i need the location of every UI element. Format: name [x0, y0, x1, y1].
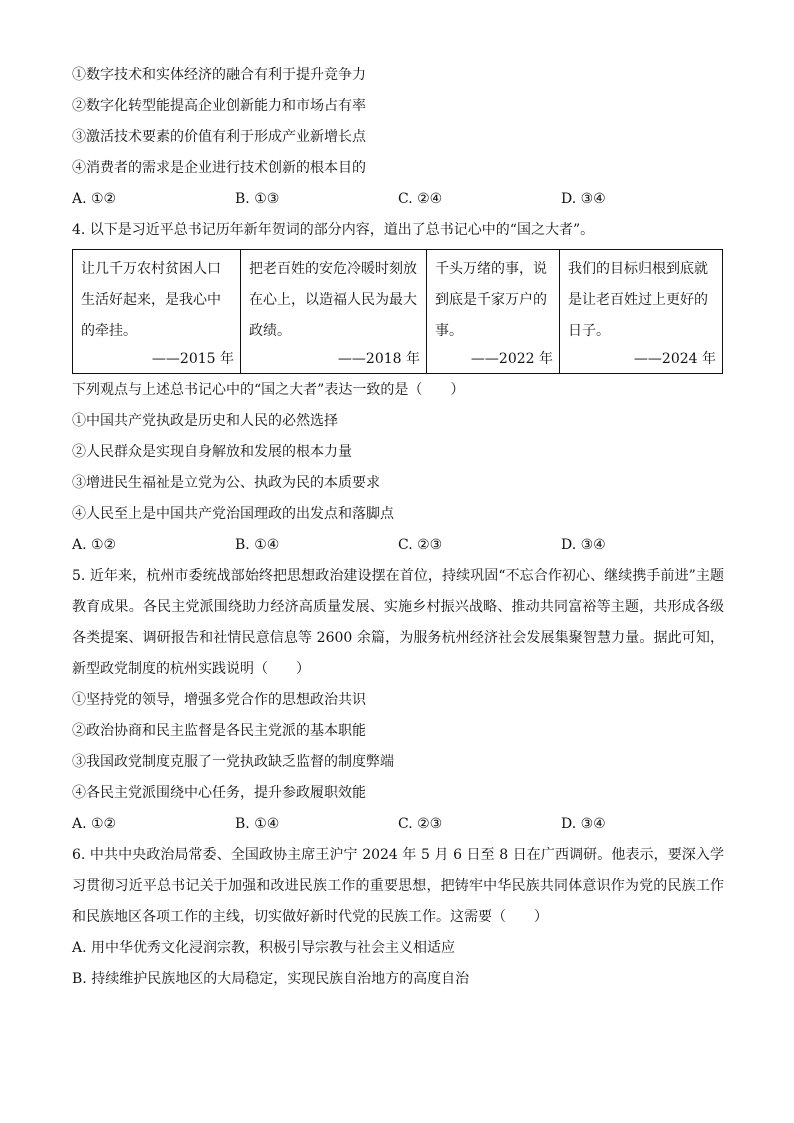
q4-statement-3: ③增进民生福祉是立党为公、执政为民的本质要求	[72, 475, 380, 491]
q3-statement-2: ②数字化转型能提高企业创新能力和市场占有率	[72, 98, 366, 114]
quote-cell-2015	[73, 250, 241, 374]
q3-option-c[interactable]: C. ②④	[398, 191, 443, 207]
quote-text-2024: 我们的目标归根到底就是让老百姓过上更好的日子。	[568, 261, 708, 339]
q3-statement-4: ④消费者的需求是企业进行技术创新的根本目的	[72, 160, 366, 176]
q4-stem: 4. 以下是习近平总书记历年新年贺词的部分内容，道出了总书记心中的“国之大者”。	[72, 222, 595, 238]
q5-option-d[interactable]: D. ③④	[561, 816, 606, 832]
quote-year-2022: ——2022 年	[470, 351, 553, 367]
q5-statement-1: ①坚持党的领导，增强多党合作的思想政治共识	[72, 692, 366, 708]
quote-text-2018: 把老百姓的安危冷暖时刻放在心上，以造福人民为最大政绩。	[249, 261, 417, 339]
q5-statement-4: ④各民主党派围绕中心任务，提升参政履职效能	[72, 785, 366, 801]
q4-option-b[interactable]: B. ①④	[235, 537, 280, 553]
q4-statement-1: ①中国共产党执政是历史和人民的必然选择	[72, 413, 338, 429]
q5-statement-2: ②政治协商和民主监督是各民主党派的基本职能	[72, 723, 366, 739]
q4-option-a[interactable]: A. ①②	[72, 537, 117, 553]
q5-option-a[interactable]: A. ①②	[72, 816, 117, 832]
quote-year-2024: ——2024 年	[633, 351, 716, 367]
q5-stem: 5. 近年来，杭州市委统战部始终把思想政治建设摆在首位，持续巩固“不忘合作初心、继续携手前进”主题教育成果。各民主党派围绕助力经济高质量发展、实施乡村振兴战略、推动共同富裕等主题，共形成各级各类提案、调研报告和社情民意信息等 2600 余篇，为服务杭州经济社会发展集聚智慧力量。据此可知，新型政党制度的杭州实践说明（ ）	[72, 568, 724, 677]
q6-stem: 6. 中共中央政治局常委、全国政协主席王沪宁 2024 年 5 月 6 日至 8 日在广西调研。他表示，要深入学习贯彻习近平总书记关于加强和改进民族工作的重要思想，把铸牢中华民族共同体意识作为党的民族工作和民族地区各项工作的主线，切实做好新时代党的民族工作。这需要（ ）	[72, 847, 724, 925]
quote-text-2015: 让几千万农村贫困人口生活好起来，是我心中的牵挂。	[81, 261, 221, 339]
q4-question: 下列观点与上述总书记心中的“国之大者”表达一致的是（ ）	[72, 382, 465, 398]
q3-option-b[interactable]: B. ①③	[235, 191, 280, 207]
q4-option-d[interactable]: D. ③④	[561, 537, 606, 553]
q5-options	[72, 809, 724, 840]
q4-statements	[72, 406, 724, 530]
q3-option-a[interactable]: A. ①②	[72, 191, 117, 207]
q3-statement-3: ③激活技术要素的价值有利于形成产业新增长点	[72, 129, 366, 145]
q6-option-a[interactable]: A. 用中华优秀文化浸润宗教，积极引导宗教与社会主义相适应	[72, 940, 456, 956]
q5-statement-3: ③我国政党制度克服了一党执政缺乏监督的制度弊端	[72, 754, 394, 770]
q4-statement-4: ④人民至上是中国共产党治国理政的出发点和落脚点	[72, 506, 394, 522]
quote-year-2015: ——2015 年	[151, 351, 234, 367]
q5-option-b[interactable]: B. ①④	[235, 816, 280, 832]
q6-option-b[interactable]: B. 持续维护民族地区的大局稳定，实现民族自治地方的高度自治	[72, 971, 470, 987]
q4-quote-table	[72, 249, 723, 374]
q3-statement-1: ①数字技术和实体经济的融合有利于提升竞争力	[72, 67, 366, 83]
q4-statement-2: ②人民群众是实现自身解放和发展的根本力量	[72, 444, 352, 460]
quote-cell-2018	[241, 250, 427, 374]
q4-options	[72, 530, 724, 561]
q5-statements	[72, 685, 724, 809]
quote-cell-2024	[560, 250, 723, 374]
quote-year-2018: ——2018 年	[337, 351, 420, 367]
quote-cell-2022	[427, 250, 560, 374]
q5-option-c[interactable]: C. ②③	[398, 816, 443, 832]
q4-option-c[interactable]: C. ②③	[398, 537, 443, 553]
q3-statements	[72, 60, 724, 184]
q3-option-d[interactable]: D. ③④	[561, 191, 606, 207]
quote-text-2022: 千头万绪的事，说到底是千家万户的事。	[435, 261, 547, 339]
q3-options	[72, 184, 724, 215]
exam-page	[72, 60, 724, 995]
